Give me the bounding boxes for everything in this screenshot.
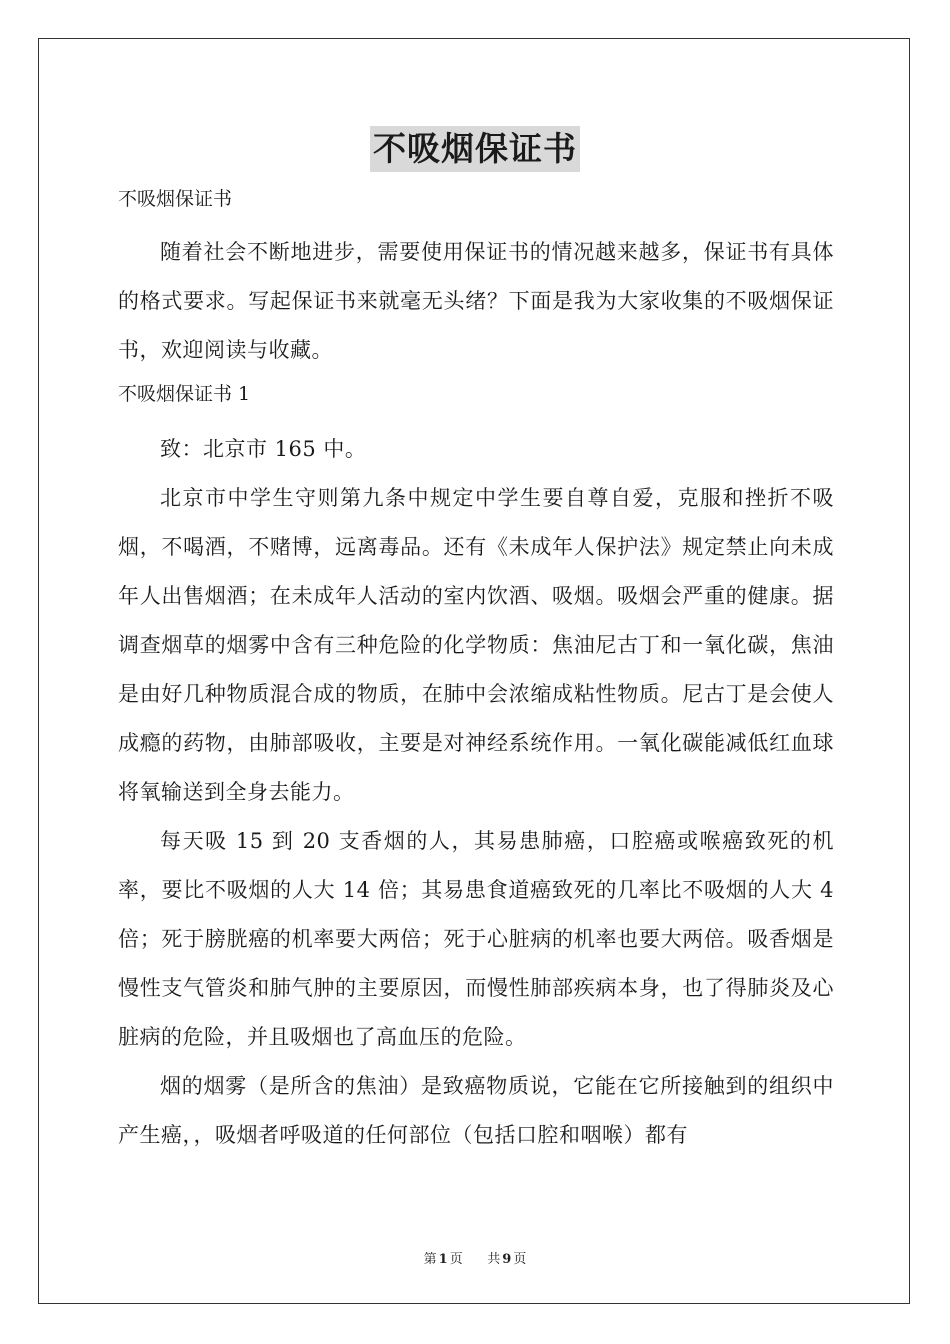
page-number: 1 bbox=[438, 1252, 448, 1267]
document-title: 不吸烟保证书 bbox=[370, 126, 580, 172]
page-prefix: 第 bbox=[423, 1252, 437, 1267]
page-indicator bbox=[422, 1252, 465, 1267]
document-body bbox=[118, 180, 834, 1160]
salutation: 致：北京市 165 中。 bbox=[160, 437, 367, 461]
body-paragraph: 烟的烟雾（是所含的焦油）是致癌物质说，它能在它所接触到的组织中产生癌，，吸烟者呼吸道的任何部位（包括口腔和咽喉）都有 bbox=[118, 1074, 834, 1147]
total-prefix: 共 bbox=[487, 1252, 501, 1267]
intro-paragraph: 随着社会不断地进步，需要使用保证书的情况越来越多，保证书有具体的格式要求。写起保证书来就毫无头绪？下面是我为大家收集的不吸烟保证书，欢迎阅读与收藏。 bbox=[118, 240, 834, 362]
page-suffix: 页 bbox=[449, 1252, 463, 1267]
section-heading: 不吸烟保证书 1 bbox=[118, 383, 251, 405]
total-pages: 9 bbox=[502, 1252, 512, 1267]
total-suffix: 页 bbox=[513, 1252, 527, 1267]
page-footer bbox=[0, 1248, 950, 1267]
body-paragraph: 北京市中学生守则第九条中规定中学生要自尊自爱，克服和挫折不吸烟，不喝酒，不赌博，远离毒品。还有《未成年人保护法》规定禁止向未成年人出售烟酒；在未成年人活动的室内饮酒、吸烟。吸烟会严重的健康。据调查烟草的烟雾中含有三种危险的化学物质：焦油尼古丁和一氧化碳，焦油是由好几种物质混合成的物质，在肺中会浓缩成粘性物质。尼古丁是会使人成瘾的药物，由肺部吸收，主要是对神经系统作用。一氧化碳能减低红血球将氧输送到全身去能力。 bbox=[118, 486, 834, 804]
total-pages-indicator bbox=[485, 1252, 528, 1267]
body-paragraph: 每天吸 15 到 20 支香烟的人，其易患肺癌，口腔癌或喉癌致死的机率，要比不吸烟的人大 14 倍；其易患食道癌致死的几率比不吸烟的人大 4 倍；死于膀胱癌的机率要大两倍；死于心脏病的机率也要大两倍。吸香烟是慢性支气管炎和肺气肿的主要原因，而慢性肺部疾病本身，也了得肺炎及心脏病的危险，并且吸烟也了高血压的危险。 bbox=[118, 829, 834, 1049]
title-container bbox=[0, 126, 950, 172]
document-subtitle: 不吸烟保证书 bbox=[118, 188, 233, 210]
